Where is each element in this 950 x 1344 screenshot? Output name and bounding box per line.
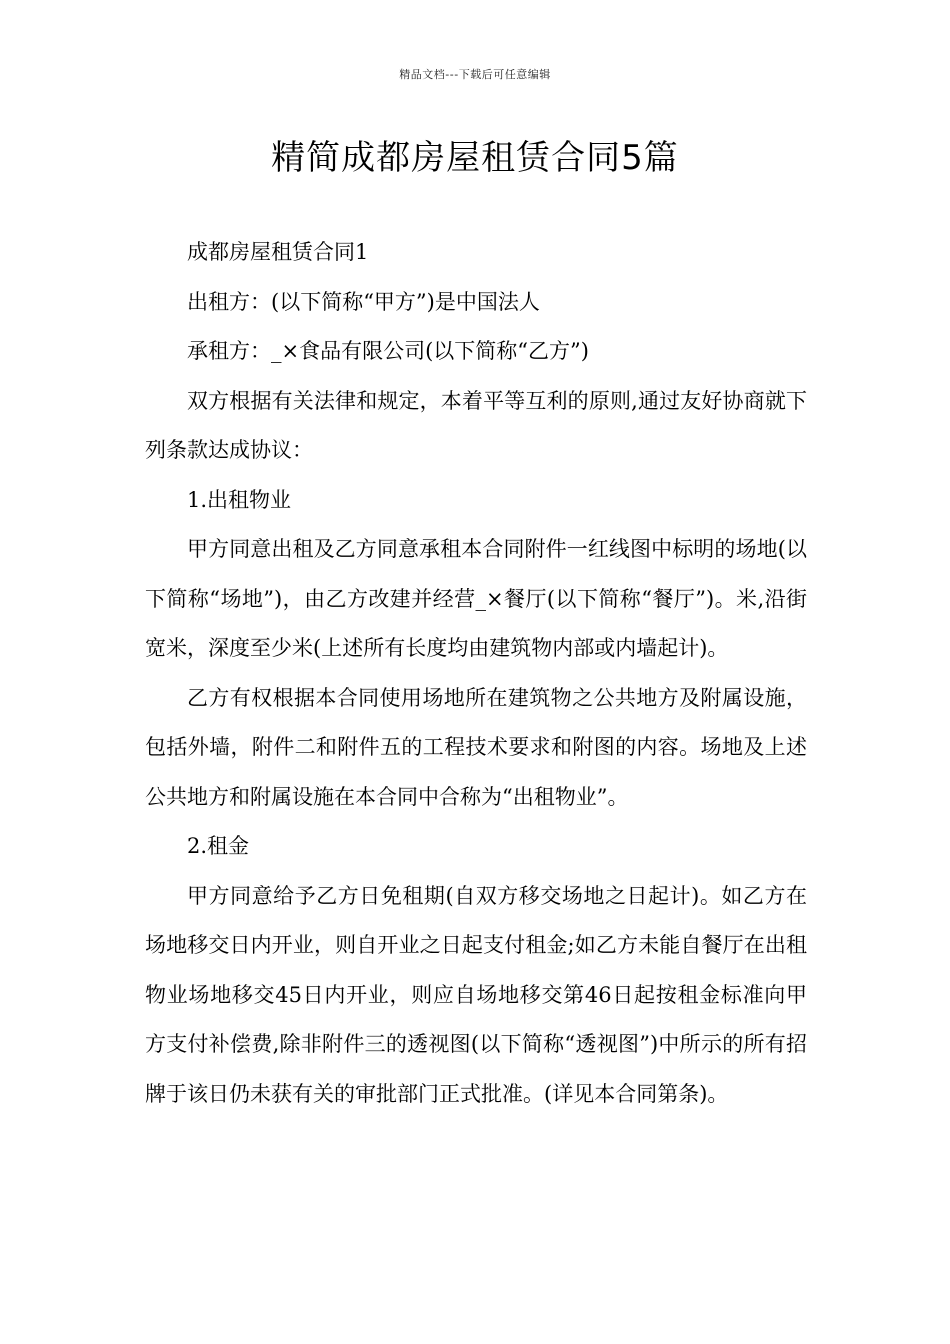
- contract-subtitle: 成都房屋租赁合同1: [187, 240, 369, 264]
- lessor-line: 出租方：(以下简称“甲方”)是中国法人: [187, 289, 540, 314]
- document-title: 精简成都房屋租赁合同5篇: [271, 138, 679, 178]
- section-heading-rental-property: 1.出租物业: [187, 487, 292, 512]
- preamble-paragraph: 双方根据有关法律和规定，本着平等互利的原则,通过友好协商就下列条款达成协议：: [145, 388, 807, 462]
- rent-paragraph: 甲方同意给予乙方日免租期(自双方移交场地之日起计)。如乙方在场地移交日内开业，则自开业之日起支付租金;如乙方未能自餐厅在出租物业场地移交45日内开业，则应自场地移交第46日起按租金标准向甲方支付补偿费,除非附件三的透视图(以下简称“透视图”)中所示的所有招牌于该日仍未获有关的审批部门正式批准。(详见本合同第条)。: [145, 883, 807, 1106]
- rental-property-paragraph-1: 甲方同意出租及乙方同意承租本合同附件一红线图中标明的场地(以下简称“场地”)，由乙方改建并经营_×餐厅(以下简称“餐厅”)。米,沿街宽米，深度至少米(上述所有长度均由建筑物内部或内墙起计)。: [145, 537, 807, 660]
- header-note: 精品文档---下载后可任意编辑: [399, 68, 551, 81]
- document-body: [145, 228, 807, 1119]
- rental-property-paragraph-2: 乙方有权根据本合同使用场地所在建筑物之公共地方及附属设施，包括外墙，附件二和附件五的工程技术要求和附图的内容。场地及上述公共地方和附属设施在本合同中合称为“出租物业”。: [145, 685, 807, 809]
- lessee-line: 承租方：_×食品有限公司(以下简称“乙方”): [187, 339, 589, 363]
- section-heading-rent: 2.租金: [187, 834, 250, 858]
